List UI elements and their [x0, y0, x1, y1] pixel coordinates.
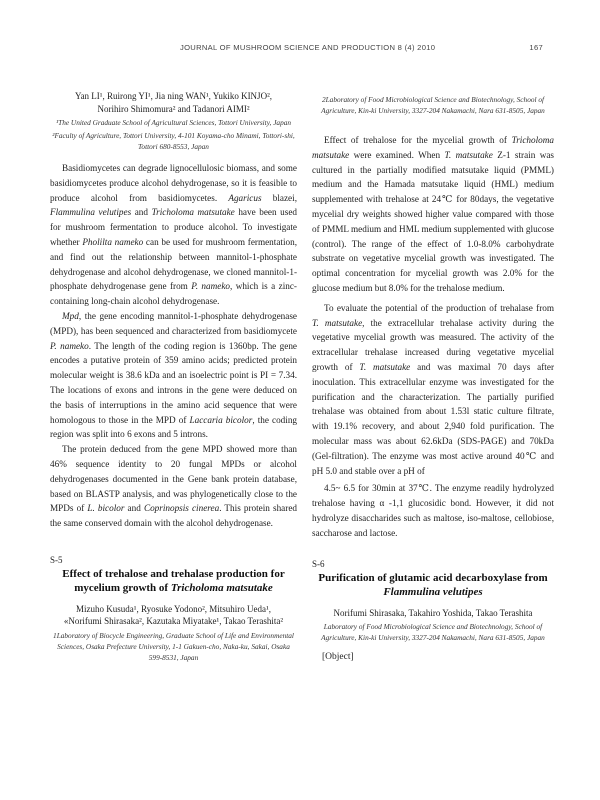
authors-line: Norihiro Shimomura² and Tadanori AIMI² [97, 103, 250, 114]
affiliation: 1Laboratory of Biocycle Engineering, Graduate School of Life and Environmental Sciences, Osaka Prefecture University, 1-1 Gakuen-cho, Naka-ku, Sakai, Osaka 599-8531, Japan [53, 630, 294, 662]
paragraph: Effect of trehalose for the mycelial growth of Tricholoma matsutake were examined. When T. matsutake Z-1 strain was cultured in the partially modified matsutake liquid (PMML) medium and the Hamada matsutake liquid (HML) medium supplemented with trehalose at 24℃ for 80days, the vegetative mycelial dry weights showed higher value compared with those of PMML medium and HML medium supplemented with glucose (control). The range of the effect of 1.0-8.0% carbohydrate substrate on vegetative mycelial growth was investigated. The optimal concentration for mycelial growth was 2.0% for the glucose medium but 8.0% for the trehalose medium. [312, 135, 554, 293]
paragraph: To evaluate the potential of the production of trehalase from T. matsutake, the extracellular trehalase activity during the vegetative mycelial growth was measured. The activity of the extracellular trehalase increased during vegetative mycelial growth of T. matsutake and was maximal 70 days after inoculation. This extracellular enzyme was investigated for the purification and the characterization. The partially purified trehalase was obtained from about 1.53l static culture filtrate, with 19.1% recovery, and about 2,940 fold purification. The molecular mass was about 62.6kDa (SDS-PAGE) and 70kDa (Gel-filtration). The enzyme was most active around 40℃ and pH 5.0 and stable over a pH of [312, 302, 554, 476]
affiliation: ¹The United Graduate School of Agricultural Sciences, Tottori University, Japan [55, 118, 292, 127]
affiliation: Laboratory of Food Microbiological Science and Biotechnology, School of Agriculture, Kin-ki University, 3327-204 Nakamachi, Nara 631-8505, Japan [321, 622, 545, 643]
paragraph: 4.5~ 6.5 for 30min at 37℃. The enzyme readily hydrolyzed trehalose having α -1,1 glucosidic bond. However, it did not hydrolyze disaccharides such as maltose, iso-maltose, cellobiose, saccharose and lactose. [312, 483, 554, 538]
authors-block [50, 90, 297, 115]
left-column [50, 90, 297, 663]
section-title: Purification of glutamic acid decarboxylase from Flammulina velutipes [318, 571, 548, 598]
right-column [312, 92, 554, 662]
journal-title: JOURNAL OF MUSHROOM SCIENCE AND PRODUCTION 8 (4) 2010 [180, 43, 436, 52]
authors-line: «Norifumi Shirasaka², Kazutaka Miyatake¹, Takao Terashita² [63, 616, 284, 627]
authors-line: Mizuho Kusuda¹, Ryosuke Yodono², Mitsuhiro Ueda¹, [76, 603, 271, 614]
paragraph: The protein deduced from the gene MPD showed more than 46% sequence identity to 20 fungal MPDs or alcohol dehydrogenases documented in the Gene bank protein database, based on BLASTP analysis, and was phylogenetically close to the MPDs of L. bicolor and Coprinopsis cinerea. This protein shared the same conserved domain with the alcohol dehydrogenase. [50, 444, 297, 529]
affiliation: 2Laboratory of Food Microbiological Science and Biotechnology, School of Agriculture, Kin-ki University, 3327-204 Nakamachi, Nara 631-8505, Japan [321, 95, 545, 115]
affiliation: ²Faculty of Agriculture, Tottori University, 4-101 Koyama-cho Minami, Tottori-shi, Tottori 680-8553, Japan [52, 131, 295, 151]
authors-block [50, 603, 297, 628]
paragraph: Basidiomycetes can degrade lignocellulosic biomass, and some basidiomycetes produce alcohol dehydrogenase, so it is feasible to produce alcohol from basidiomycetes. Agaricus blazei, Flammulina velutipes and Tricholoma matsutake have been used for mushroom fermentation to produce alcohol. To investigate whether Pholilta nameko can be used for mushroom fermentation, and find out the relationship between mannitol-1-phosphate dehydrogenase and alcohol dehydrogenase, we cloned mannitol-1-phosphate dehydrogenase gene from P. nameko, which is a zinc-containing long-chain alcohol dehydrogenase. [50, 163, 298, 307]
authors-line: Yan LI¹, Ruirong YI¹, Jia ning WAN¹, Yukiko KINJO², [74, 91, 273, 101]
paragraph: Mpd, the gene encoding mannitol-1-phosphate dehydrogenase (MPD), has been sequenced and characterized from basidiomycete P. nameko. The length of the coding region is 1360bp. The gene encodes a putative protein of 359 amino acids; predicted protein molecular weight is 38.6 kDa and an isoelectric point is PI = 7.34. The locations of exons and introns in the gene were deduced on the basis of interruptions in the amino acid sequence that were homologous to those in the MPD of Laccaria bicolor, the coding region was split into 6 exons and 5 introns. [50, 310, 298, 440]
section-id: S-5 [50, 554, 63, 565]
authors-line: Norifumi Shirasaka, Takahiro Yoshida, Takao Terashita [333, 607, 533, 618]
section-id: S-6 [312, 558, 325, 569]
page-number: 167 [529, 43, 543, 52]
object-heading: [Object] [322, 652, 354, 663]
section-title: Effect of trehalose and trehalase production for mycelium growth of Tricholoma matsutake [62, 567, 285, 594]
